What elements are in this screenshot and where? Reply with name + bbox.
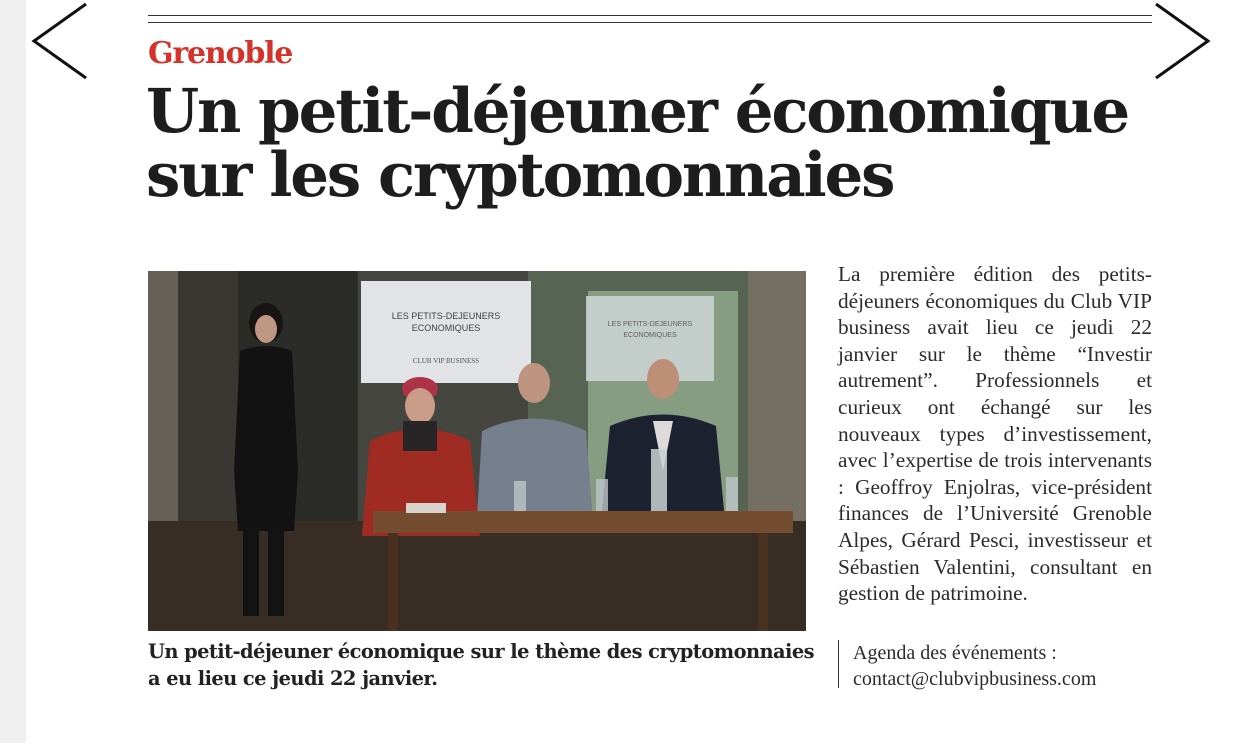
headline-line-1: Un petit-déjeuner économique — [146, 76, 1128, 147]
screen-right-title: LES PETITS-DEJEUNERS — [607, 321, 693, 328]
headline-line-2: sur les cryptomonnaies — [146, 140, 894, 211]
screen-left-logo: CLUB VIP BUSINESS — [412, 357, 480, 365]
agenda-label: Agenda des événements : — [853, 642, 1057, 664]
header-rule-secondary — [148, 22, 1152, 23]
agenda-box — [838, 640, 1096, 688]
article-headline — [146, 76, 1146, 211]
screen-left-title: LES PETITS-DEJEUNERS — [391, 311, 501, 321]
article-photo — [148, 271, 806, 631]
photo-caption: Un petit-déjeuner économique sur le thème des cryptomonnaies a eu lieu ce jeudi 22 janvier. — [148, 640, 815, 690]
chevron-left-icon — [28, 0, 88, 82]
article-body: La première édition des petits-déjeuners économiques du Club VIP business avait lieu ce jeudi 22 janvier sur le thème “Investir autrement”. Professionnels et curieux ont échangé sur les nouveaux types d’investissement, avec l’expertise de trois intervenants : Geoffroy Enjolras, vice-président finances de l’Université Grenoble Alpes, Gérard Pesci, investisseur et Sébastien Valentini, consultant en gestion de patrimoine. — [838, 262, 1152, 606]
next-page-button[interactable] — [1154, 0, 1214, 82]
header-rule — [148, 15, 1152, 16]
agenda-contact-email[interactable]: contact@clubvipbusiness.com — [853, 668, 1097, 690]
chevron-right-icon — [1154, 0, 1214, 82]
screen-left-subtitle: ECONOMIQUES — [411, 323, 481, 333]
previous-page-button[interactable] — [28, 0, 88, 82]
left-margin-strip — [0, 0, 26, 743]
section-label: Grenoble — [148, 36, 293, 71]
screen-right-subtitle: ECONOMIQUES — [623, 332, 677, 339]
